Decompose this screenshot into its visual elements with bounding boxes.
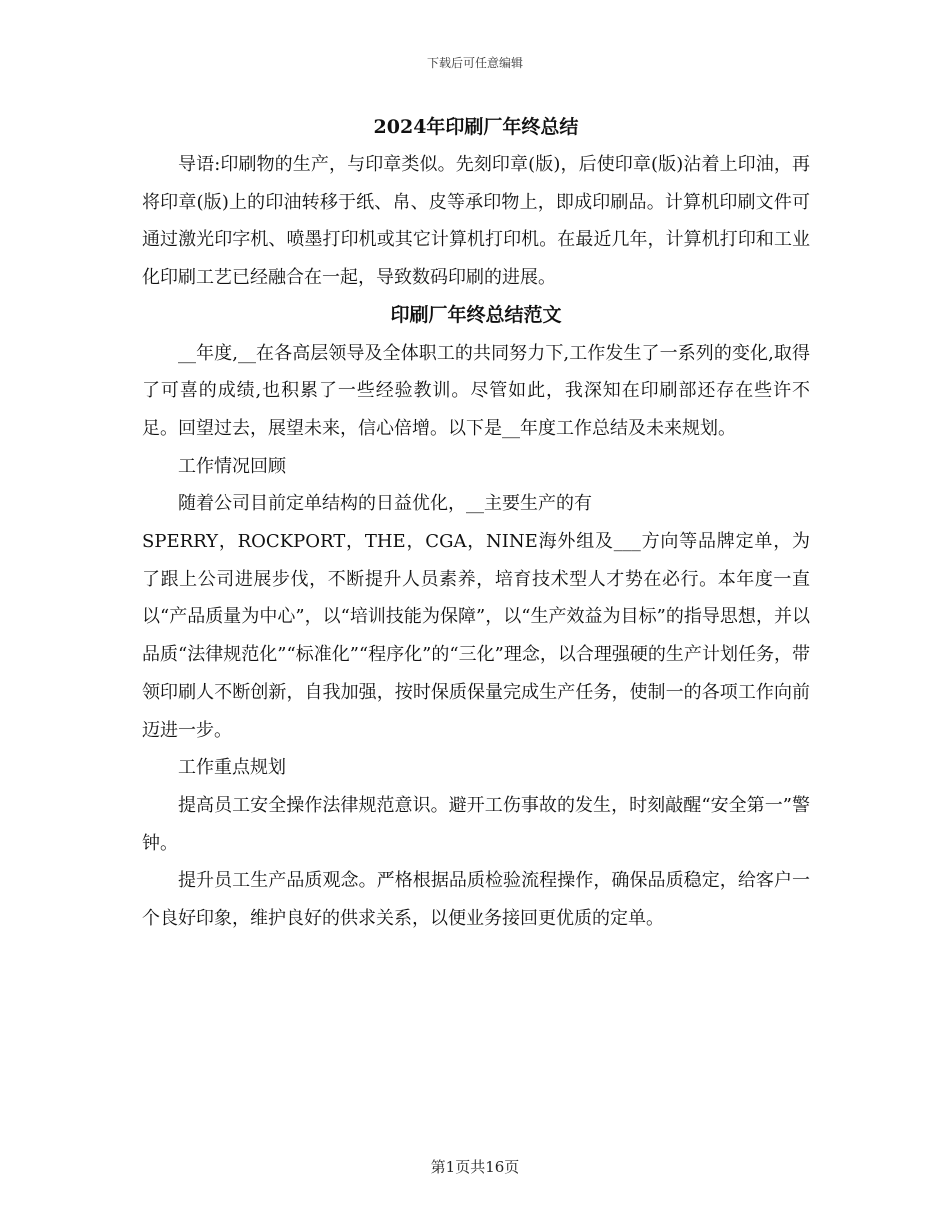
paragraph-review-body: SPERRY，ROCKPORT，THE，CGA，NINE海外组及___方向等品牌定单，为了跟上公司进展步伐，不断提升人员素养，培育技术型人才势在必行。本年度一直以“产品质量为中心”，以“培训技能为保障”，以“生产效益为目标”的指导思想，并以品质“法律规范化”“标准化”“程序化”的“三化”理念，以合理强硬的生产计划任务，带领印刷人不断创新，自我加强，按时保质保量完成生产任务，使制一的各项工作向前迈进一步。	[142, 531, 810, 741]
subheading-work-plan: 工作重点规划	[178, 757, 286, 779]
section-title: 印刷厂年终总结范文	[390, 303, 562, 326]
page-indicator: 第1页共16页	[430, 1158, 520, 1176]
paragraph-quality: 提升员工生产品质观念。严格根据品质检验流程操作，确保品质稳定，给客户一个良好印象，维护良好的供求关系，以便业务接回更优质的定单。	[142, 870, 810, 930]
paragraph-year-summary: __年度,__在各高层领导及全体职工的共同努力下,工作发生了一系列的变化,取得了可喜的成绩,也积累了一些经验教训。尽管如此，我深知在印刷部还存在些许不足。回望过去，展望未来，信心倍增。以下是__年度工作总结及未来规划。	[142, 342, 810, 439]
document-body	[142, 108, 810, 938]
document-title: 2024年印刷厂年终总结	[373, 116, 579, 138]
paragraph-safety: 提高员工安全操作法律规范意识。避开工伤事故的发生，时刻敲醒“安全第一”警钟。	[142, 794, 810, 854]
subheading-work-review: 工作情况回顾	[178, 455, 286, 477]
paragraph-review-first-line: 随着公司目前定单结构的日益优化，__主要生产的有	[178, 493, 592, 515]
page-header-note: 下载后可任意编辑	[426, 56, 523, 70]
intro-paragraph: 导语:印刷物的生产，与印章类似。先刻印章(版)，后使印章(版)沾着上印油，再将印章(版)上的印油转移于纸、帛、皮等承印物上，即成印刷品。计算机印刷文件可通过激光印字机、喷墨打印机或其它计算机打印机。在最近几年，计算机打印和工业化印刷工艺已经融合在一起，导致数码印刷的进展。	[142, 154, 810, 289]
